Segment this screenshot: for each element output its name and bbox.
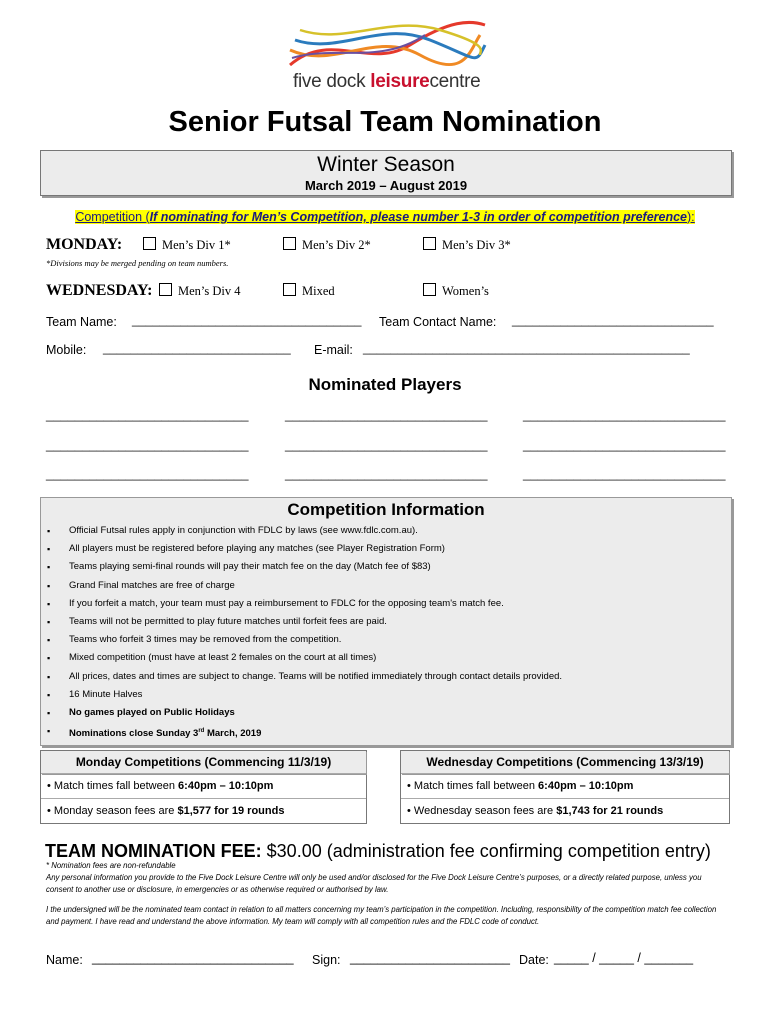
list-item: ▪ Mixed competition (must have at least 2 females on the court at all times) [47, 652, 562, 670]
monday-option-2[interactable]: Men’s Div 2* [283, 237, 371, 253]
team-contact-field[interactable]: _____________________________ [512, 313, 714, 327]
checkbox[interactable] [423, 237, 436, 250]
player-field[interactable]: ____________________________ [523, 437, 726, 452]
season-title: Winter Season [317, 153, 455, 176]
list-item: ▪ Teams playing semi-final rounds will pay their match fee on the day (Match fee of $83) [47, 561, 562, 579]
monday-competition-heading: Monday Competitions (Commencing 11/3/19) [41, 751, 366, 774]
list-item: ▪ Official Futsal rules apply in conjunction with FDLC by laws (see www.fdlc.com.au). [47, 525, 562, 543]
competition-instruction: Competition (If nominating for Men’s Competition, please number 1-3 in order of competition preference): [75, 210, 695, 224]
declaration-note: I the undersigned will be the nominated team contact in relation to all matters concerning my team’s participation in the competition. Including, responsibility of the competition match fee collection and payment. I have read and understand the above information. My team will comply with all competition rules and the FDLC code of conduct. [46, 905, 717, 926]
list-item: ▪ 16 Minute Halves [47, 689, 562, 707]
sign-label: Sign: [312, 953, 341, 967]
nomination-fee: TEAM NOMINATION FEE: $30.00 (administration fee confirming competition entry) [45, 841, 711, 861]
date-field[interactable]: _____ / _____ / _______ [554, 951, 694, 965]
name-field[interactable]: _____________________________ [92, 951, 294, 965]
player-field[interactable]: ____________________________ [46, 466, 249, 481]
list-item: ▪ If you forfeit a match, your team must pay a reimbursement to FDLC for the opposing team's match fee. [47, 598, 562, 616]
wednesday-option-3[interactable]: Women’s [423, 283, 489, 299]
date-label: Date: [519, 953, 549, 967]
player-field[interactable]: ____________________________ [523, 407, 726, 422]
logo-text: five dock leisurecentre [293, 71, 481, 92]
signature-field[interactable]: _______________________ [350, 951, 510, 965]
mobile-label: Mobile: [46, 343, 87, 357]
nominated-players-heading: Nominated Players [308, 375, 462, 394]
list-item: ▪ Teams who forfeit 3 times may be removed from the competition. [47, 634, 562, 652]
monday-label: MONDAY: [46, 236, 123, 253]
team-name-label: Team Name: [46, 315, 117, 329]
player-field[interactable]: ____________________________ [46, 437, 249, 452]
divisions-note: *Divisions may be merged pending on team numbers. [46, 258, 229, 268]
list-item: ▪ Teams will not be permitted to play future matches until forfeit fees are paid. [47, 616, 562, 634]
page-title: Senior Futsal Team Nomination [168, 106, 602, 138]
wednesday-label: WEDNESDAY: [46, 282, 153, 299]
fee-note: * Nomination fees are non-refundable [46, 861, 176, 870]
mobile-field[interactable]: ___________________________ [103, 341, 291, 355]
wednesday-competition-panel [400, 750, 730, 824]
player-field[interactable]: ____________________________ [46, 407, 249, 422]
wednesday-option-2[interactable]: Mixed [283, 283, 335, 299]
list-item: • Match times fall between 6:40pm – 10:10pm [401, 774, 729, 799]
list-item: • Monday season fees are $1,577 for 19 rounds [47, 805, 285, 817]
name-label: Name: [46, 953, 83, 967]
team-contact-label: Team Contact Name: [379, 315, 497, 329]
player-field[interactable]: ____________________________ [523, 466, 726, 481]
checkbox[interactable] [143, 237, 156, 250]
list-item: • Wednesday season fees are $1,743 for 21 rounds [407, 805, 664, 817]
list-item: ▪ Nominations close Sunday 3rd March, 2019 [47, 725, 562, 743]
monday-option-1[interactable]: Men’s Div 1* [143, 237, 231, 253]
monday-competition-panel [40, 750, 367, 824]
checkbox[interactable] [283, 237, 296, 250]
season-dates: March 2019 – August 2019 [304, 178, 468, 193]
player-field[interactable]: ____________________________ [285, 437, 488, 452]
competition-info-box [40, 497, 732, 746]
wednesday-competition-heading: Wednesday Competitions (Commencing 13/3/19) [401, 751, 729, 774]
player-field[interactable]: ____________________________ [285, 466, 488, 481]
email-label: E-mail: [314, 343, 353, 357]
player-field[interactable]: ____________________________ [285, 407, 488, 422]
checkbox[interactable] [423, 283, 436, 296]
monday-option-3[interactable]: Men’s Div 3* [423, 237, 511, 253]
list-item: ▪ All prices, dates and times are subject to change. Teams will be notified immediately through contact details provided. [47, 671, 562, 689]
list-item: • Match times fall between 6:40pm – 10:10pm [41, 774, 366, 799]
checkbox[interactable] [159, 283, 172, 296]
email-field[interactable]: _______________________________________________ [363, 341, 690, 355]
privacy-note: Any personal information you provide to the Five Dock Leisure Centre will only be used and/or disclosed for the Five Dock Leisure Centre’s purposes, or a directly related purpose, unless you consent to another use or disclosure, in emergencies or as otherwise required or authorised by law. [46, 873, 702, 894]
list-item: ▪ No games played on Public Holidays [47, 707, 562, 725]
list-item: ▪ All players must be registered before playing any matches (see Player Registration Form) [47, 543, 562, 561]
checkbox[interactable] [283, 283, 296, 296]
competition-info-heading: Competition Information [287, 500, 485, 519]
team-name-field[interactable]: _________________________________ [132, 313, 362, 327]
list-item: ▪ Grand Final matches are free of charge [47, 580, 562, 598]
wednesday-option-1[interactable]: Men’s Div 4 [159, 283, 241, 299]
season-box [40, 150, 732, 196]
competition-info-list [47, 525, 562, 743]
